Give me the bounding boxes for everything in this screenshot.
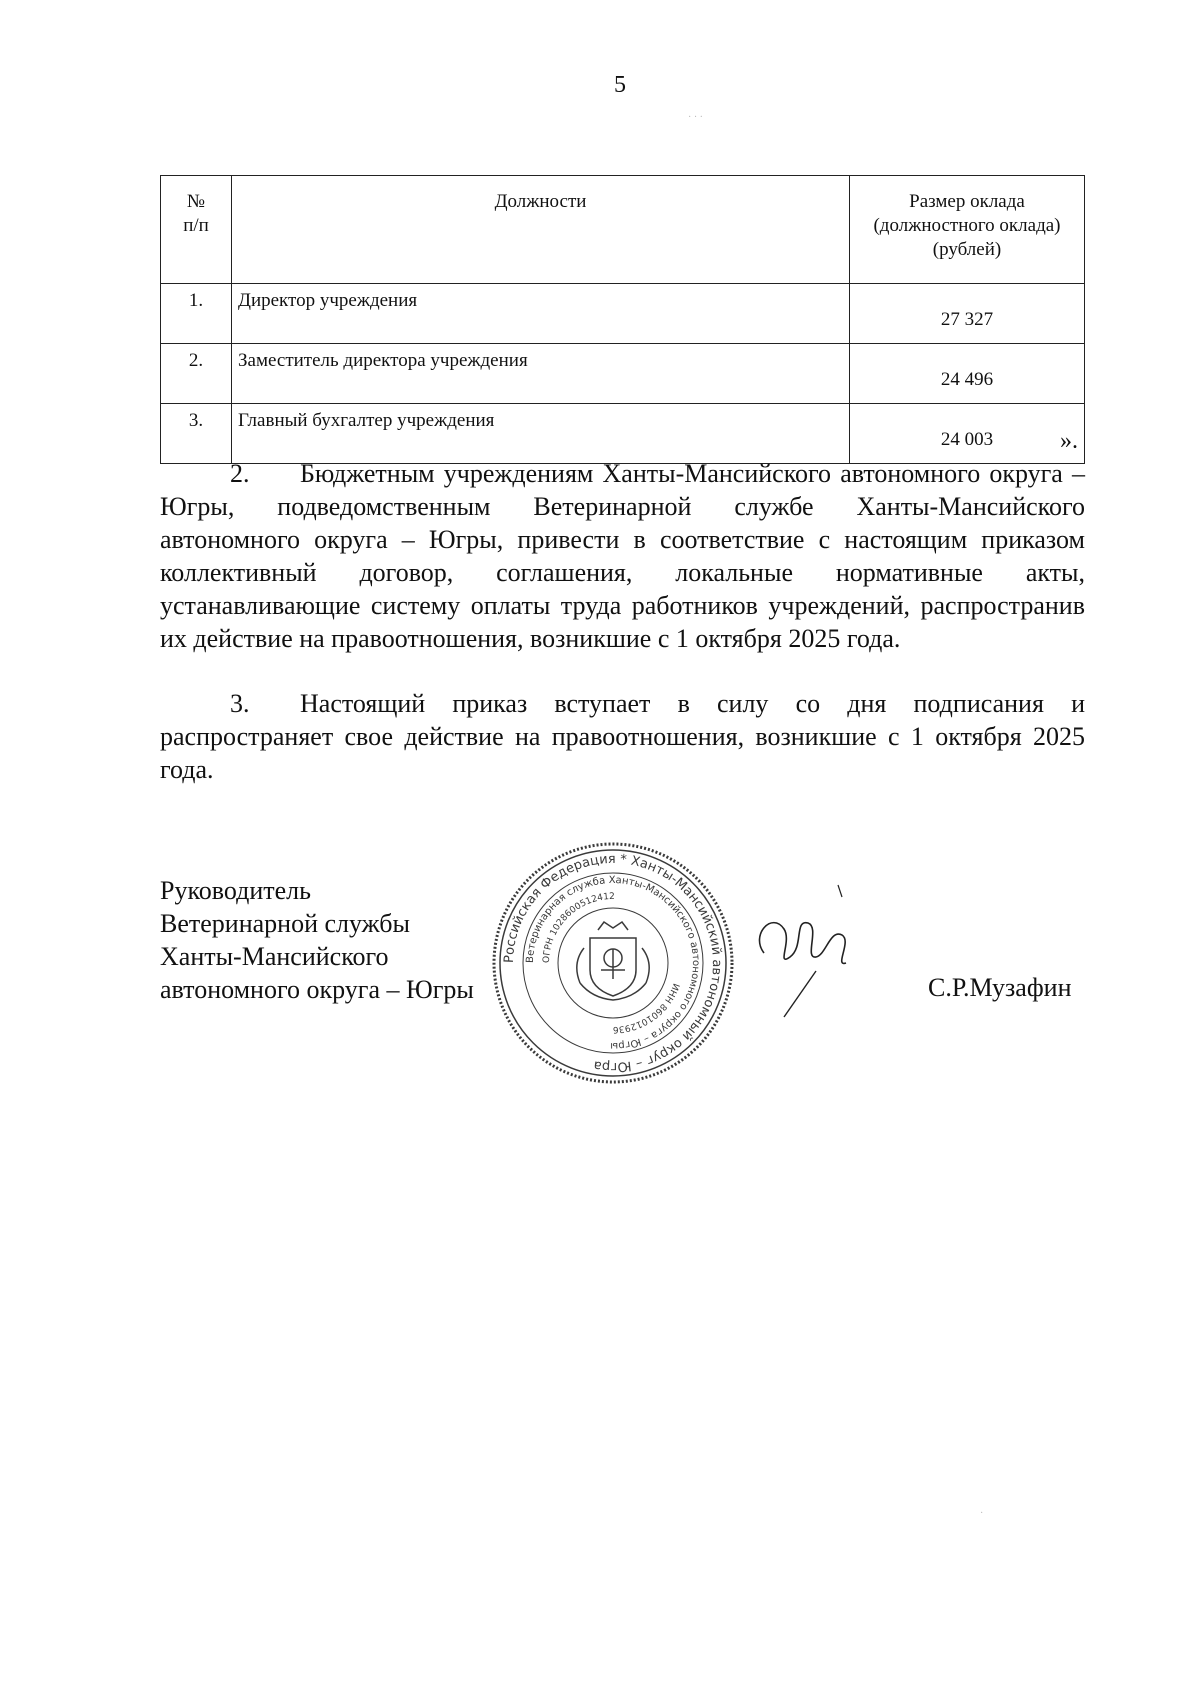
signer-title	[160, 874, 474, 1006]
row-salary: 27 327	[850, 284, 1085, 344]
header-salary-line3: (рублей)	[932, 239, 1002, 260]
paragraph-2	[160, 457, 1085, 655]
header-num-line1: №	[186, 191, 206, 212]
header-salary-line2: (должностного оклада)	[873, 215, 1061, 236]
header-num-line2: п/п	[183, 215, 209, 236]
scan-artifact: · · ·	[688, 112, 703, 123]
closing-quote: ».	[1060, 428, 1078, 454]
header-salary	[850, 176, 1085, 284]
seal-ogrn-text: ОГРН 1028600512412	[541, 891, 615, 964]
row-position: Главный бухгалтер учреждения	[232, 404, 850, 464]
official-seal	[488, 838, 738, 1088]
paragraph-number: 2.	[230, 459, 250, 488]
signer-title-line: автономного округа – Югры	[160, 975, 474, 1004]
row-salary: 24 003	[850, 404, 1085, 464]
paragraph-3	[160, 687, 1085, 786]
row-position: Заместитель директора учреждения	[232, 344, 850, 404]
table-row	[161, 404, 1085, 464]
row-position: Директор учреждения	[232, 284, 850, 344]
table-row	[161, 284, 1085, 344]
row-num: 3.	[161, 404, 232, 464]
header-num	[161, 176, 232, 284]
paragraph-text: Бюджетным учреждениям Ханты-Мансийского автономного округа – Югры, подведомственным Ветеринарной службе Ханты-Мансийского автономного округа – Югры, привести в соответствие с настоящим приказом коллективный договор, соглашения, локальные нормативные акты, устанавливающие систему оплаты труда работников учреждений, распространив их действие на правоотношения, возникшие с 1 октября 2025 года.	[160, 459, 1085, 653]
salary-table	[160, 175, 1085, 464]
signer-title-line: Ханты-Мансийского	[160, 942, 389, 971]
table-header-row	[161, 176, 1085, 284]
signer-title-line: Руководитель	[160, 876, 311, 905]
row-num: 2.	[161, 344, 232, 404]
signer-name: С.Р.Музафин	[928, 973, 1072, 1002]
table-row	[161, 344, 1085, 404]
page-number: 5	[614, 72, 626, 98]
seal-outer-text: Российская Федерация * Ханты-Мансийский автономный округ – Югра	[501, 851, 725, 1075]
header-position: Должности	[232, 176, 850, 284]
coat-of-arms-icon	[577, 922, 649, 1000]
seal-inner-text: Ветеринарная служба Ханты-Мансийского автономного округа – Югры	[524, 874, 702, 1052]
paragraph-text: Настоящий приказ вступает в силу со дня подписания и распространяет свое действие на правоотношения, возникшие с 1 октября 2025 года.	[160, 689, 1085, 784]
signer-title-line: Ветеринарной службы	[160, 909, 410, 938]
row-salary: 24 496	[850, 344, 1085, 404]
handwritten-signature	[750, 875, 860, 1025]
row-num: 1.	[161, 284, 232, 344]
seal-inn-text: ИНН 8601012936	[612, 981, 681, 1035]
header-salary-line1: Размер оклада	[909, 191, 1025, 212]
paragraph-number: 3.	[230, 689, 250, 718]
scan-artifact: ·	[980, 1508, 984, 1519]
